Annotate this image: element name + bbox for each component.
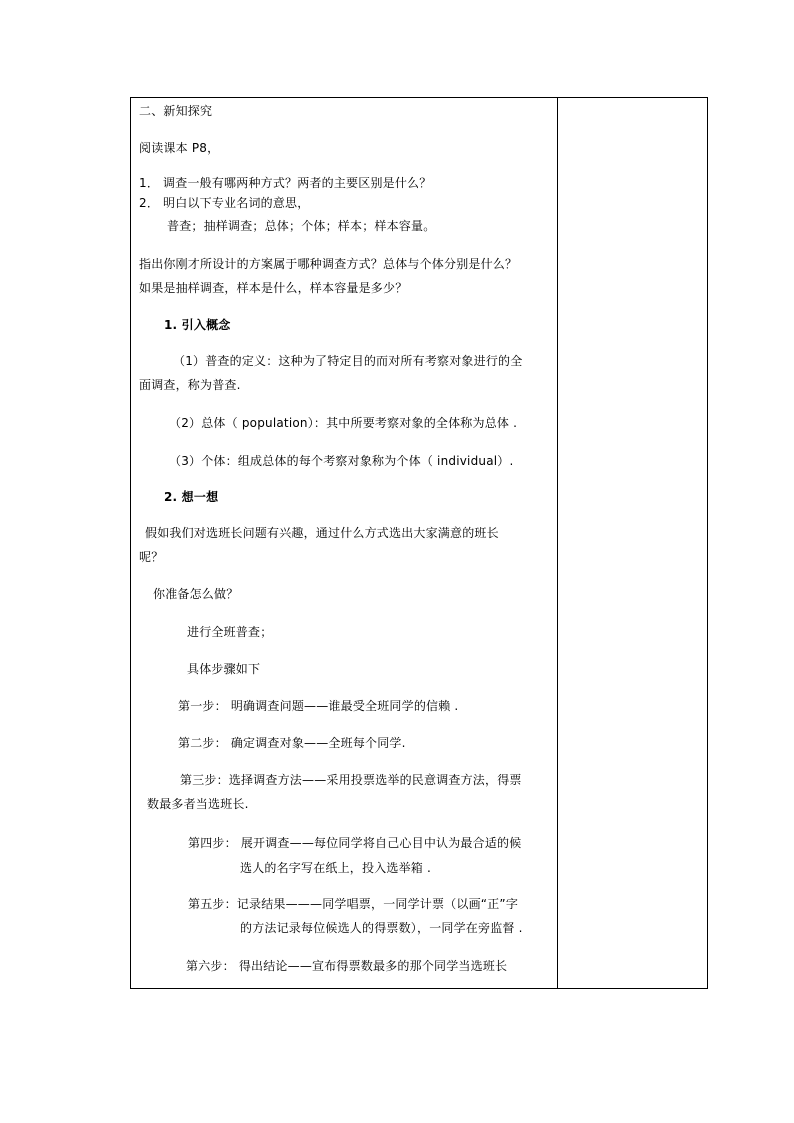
steps-intro: 具体步骤如下 xyxy=(187,662,261,676)
ask-line: 你准备怎么做？ xyxy=(153,587,239,601)
step-5-line-1: 第五步：记录结果———同学唱票，一同学计票（以画“正”字 xyxy=(188,897,519,911)
definition-census-line-2: 面调查，称为普查. xyxy=(139,378,241,392)
definition-individual: （3）个体：组成总体的每个考察对象称为个体（ individual）. xyxy=(169,454,514,468)
definition-population: （2）总体（ population）：其中所要考察对象的全体称为总体 . xyxy=(169,416,518,430)
prompt-line-2: 如果是抽样调查，样本是什么，样本容量是多少？ xyxy=(139,281,408,295)
step-4-line-1: 第四步： 展开调查——每位同学将自己心目中认为最合适的候 xyxy=(188,836,522,850)
terms-list: 普查；抽样调查；总体；个体；样本；样本容量。 xyxy=(167,219,436,233)
think-question-line-2: 呢？ xyxy=(139,550,164,564)
step-2: 第二步： 确定调查对象——全班每个同学. xyxy=(178,736,406,750)
lesson-table xyxy=(130,97,708,989)
reading-instruction: 阅读课本 P8， xyxy=(139,141,220,155)
step-4-line-2: 选人的名字写在纸上，投入选举箱 . xyxy=(240,861,432,875)
notes-column xyxy=(558,98,707,988)
think-question-line-1: 假如我们对选班长问题有兴趣，通过什么方式选出大家满意的班长 xyxy=(145,526,499,540)
step-5-line-2: 的方法记录每位候选人的得票数），一同学在旁监督 . xyxy=(240,921,523,935)
plan-line: 进行全班普查； xyxy=(187,625,273,639)
step-1: 第一步： 明确调查问题——谁最受全班同学的信赖 . xyxy=(178,699,459,713)
step-3-line-2: 数最多者当选班长. xyxy=(147,797,249,811)
section1-title: 1. 引入概念 xyxy=(164,318,231,332)
question-1: 1． 调查一般有哪两种方式？两者的主要区别是什么？ xyxy=(139,176,432,190)
step-3-line-1: 第三步：选择调查方法——采用投票选举的民意调查方法，得票 xyxy=(180,773,522,787)
prompt-line-1: 指出你刚才所设计的方案属于哪种调查方式？总体与个体分别是什么？ xyxy=(139,257,518,271)
definition-census-line-1: （1）普查的定义：这种为了特定目的而对所有考察对象进行的全 xyxy=(173,354,523,368)
section2-title: 2. 想一想 xyxy=(164,490,219,504)
question-2: 2． 明白以下专业名词的意思， xyxy=(139,196,310,210)
section-heading: 二、新知探究 xyxy=(139,104,213,118)
step-6: 第六步： 得出结论——宣布得票数最多的那个同学当选班长 xyxy=(186,959,508,973)
